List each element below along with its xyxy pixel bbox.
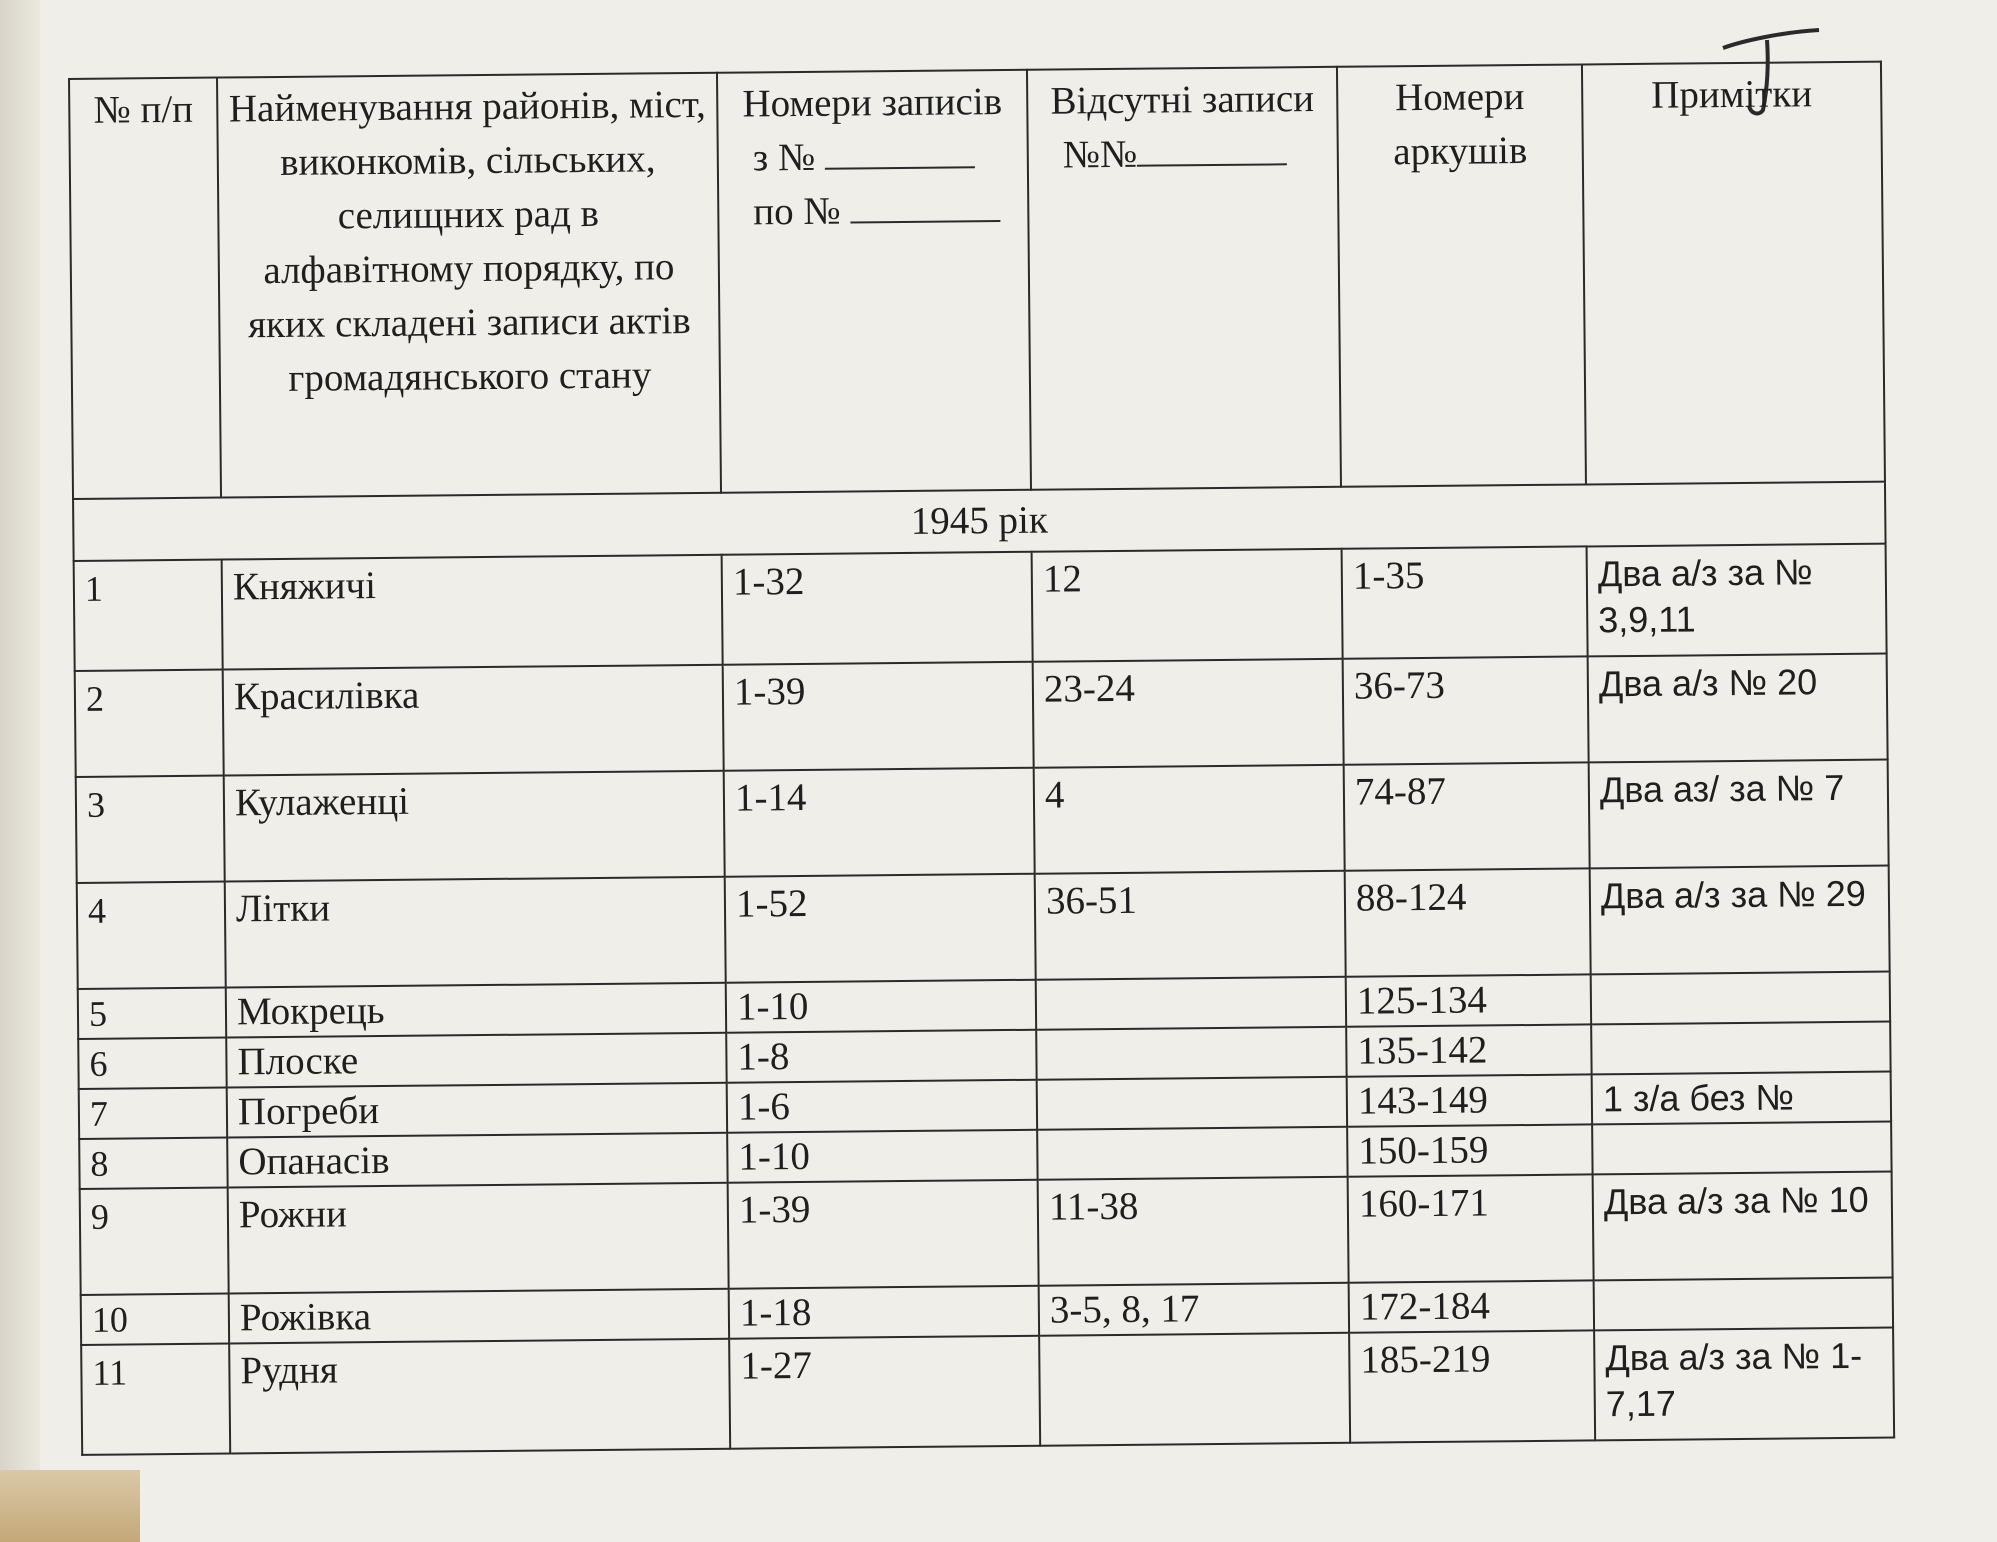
- row-missing: 3-5, 8, 17: [1039, 1283, 1349, 1336]
- row-notes: Два аз/ за № 7: [1589, 760, 1889, 869]
- row-sheets: 143-149: [1347, 1074, 1592, 1126]
- row-num: 10: [81, 1294, 229, 1345]
- row-name: Рожни: [228, 1183, 729, 1294]
- header-missing-nums: №№: [1039, 126, 1328, 183]
- row-num: 8: [79, 1138, 227, 1189]
- row-range: 1-10: [726, 980, 1036, 1033]
- row-notes: Два а/з за № 29: [1590, 866, 1890, 975]
- row-name: Плоске: [226, 1033, 726, 1088]
- row-num: 1: [74, 560, 223, 671]
- row-notes: 1 з/а без №: [1592, 1072, 1891, 1125]
- row-sheets: 185-219: [1349, 1330, 1595, 1442]
- header-num: № п/п: [69, 78, 221, 499]
- row-name: Опанасів: [227, 1133, 727, 1188]
- row-num: 11: [81, 1344, 230, 1455]
- row-sheets: 36-73: [1343, 656, 1589, 764]
- page-edge: [0, 0, 40, 1542]
- row-num: 5: [78, 988, 226, 1039]
- row-num: 6: [78, 1038, 226, 1089]
- row-range: 1-39: [728, 1180, 1039, 1289]
- register-table: [68, 61, 1895, 1456]
- row-notes: Два а/з за № 10: [1593, 1172, 1893, 1281]
- row-range: 1-52: [725, 874, 1036, 983]
- row-range: 1-18: [729, 1286, 1039, 1339]
- row-name: Княжичі: [222, 555, 723, 670]
- row-missing: 23-24: [1033, 659, 1344, 768]
- row-range: 1-6: [727, 1080, 1037, 1133]
- row-range: 1-27: [729, 1336, 1040, 1449]
- row-sheets: 160-171: [1348, 1174, 1594, 1282]
- row-missing: 36-51: [1035, 871, 1346, 980]
- header-missing: [1027, 67, 1341, 490]
- row-sheets: 125-134: [1346, 974, 1591, 1026]
- table-row: [81, 1328, 1894, 1455]
- row-range: 1-10: [727, 1130, 1037, 1183]
- row-missing: [1039, 1333, 1350, 1446]
- row-sheets: 135-142: [1346, 1024, 1591, 1076]
- row-notes: [1591, 972, 1890, 1025]
- row-range: 1-39: [723, 662, 1034, 771]
- row-missing: [1036, 977, 1346, 1030]
- header-range-title: Номери записів: [742, 80, 1003, 126]
- header-range: [717, 70, 1031, 493]
- table-row: [75, 654, 1888, 777]
- row-notes: Два а/з № 20: [1588, 654, 1888, 763]
- row-range: 1-14: [724, 768, 1035, 877]
- row-sheets: 88-124: [1345, 868, 1591, 976]
- header-range-to: по №: [729, 183, 1018, 240]
- header-range-from: з №: [729, 129, 1018, 186]
- header-row: [69, 62, 1885, 499]
- row-notes: [1594, 1278, 1893, 1331]
- row-sheets: 172-184: [1349, 1280, 1594, 1332]
- header-name: Найменування районів, міст, виконкомів, сільських, селищних рад в алфавітному порядку, по яких складені записи актів громадянського стану: [217, 73, 721, 498]
- row-name: Погреби: [227, 1083, 727, 1138]
- row-missing: 4: [1034, 765, 1345, 874]
- row-num: 3: [76, 776, 225, 883]
- year-label: 1945 рік: [73, 482, 1886, 561]
- row-sheets: 74-87: [1344, 762, 1590, 870]
- row-name: Кулаженці: [224, 771, 725, 882]
- row-notes: [1592, 1122, 1891, 1175]
- row-name: Рожівка: [229, 1289, 729, 1344]
- table-row: [76, 760, 1889, 883]
- table-row: [77, 866, 1890, 989]
- row-num: 9: [80, 1188, 229, 1295]
- row-num: 7: [79, 1088, 227, 1139]
- header-missing-title: Відсутні записи: [1050, 77, 1315, 123]
- row-name: Літки: [225, 877, 726, 988]
- row-name: Мокрець: [226, 983, 726, 1038]
- table-row: [74, 544, 1887, 671]
- row-sheets: 150-159: [1347, 1124, 1592, 1176]
- row-notes: [1591, 1022, 1890, 1075]
- document-sheet: [68, 61, 1894, 1523]
- header-sheets: Номери аркушів: [1337, 64, 1586, 486]
- header-notes: Примітки: [1582, 62, 1885, 485]
- row-notes: Два а/з за № 3,9,11: [1587, 544, 1887, 657]
- row-range: 1-8: [726, 1030, 1036, 1083]
- row-sheets: 1-35: [1342, 546, 1588, 658]
- table-row: [80, 1172, 1893, 1295]
- row-num: 4: [77, 882, 226, 989]
- row-missing: [1037, 1077, 1347, 1130]
- row-range: 1-32: [722, 552, 1033, 665]
- row-name: Рудня: [229, 1339, 730, 1454]
- row-missing: [1036, 1027, 1346, 1080]
- row-num: 2: [75, 670, 224, 777]
- row-name: Красилівка: [223, 665, 724, 776]
- row-missing: 12: [1032, 549, 1343, 662]
- row-missing: [1037, 1127, 1347, 1180]
- row-missing: 11-38: [1038, 1177, 1349, 1286]
- row-notes: Два а/з за № 1-7,17: [1594, 1328, 1894, 1441]
